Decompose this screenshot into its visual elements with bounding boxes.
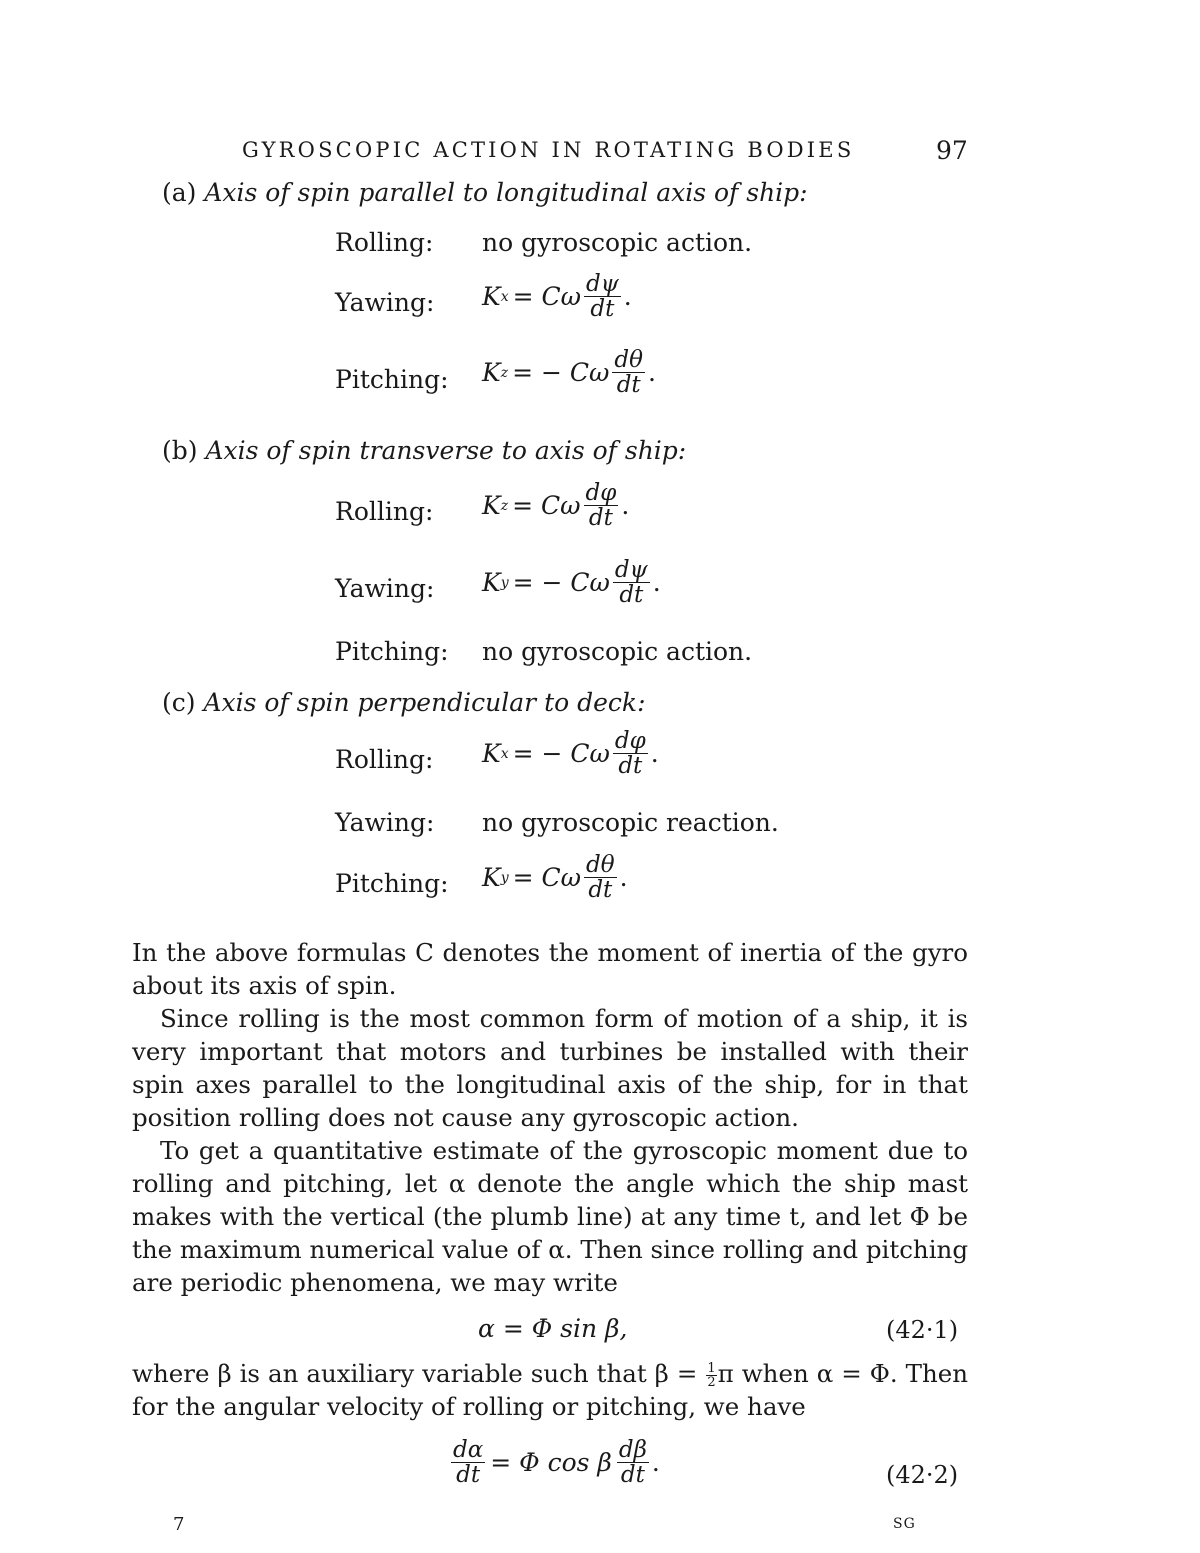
eq-num: dψ	[614, 557, 648, 583]
row-text: no gyroscopic action.	[482, 228, 753, 257]
frac-num: 1	[707, 1361, 716, 1376]
eq-lhs: K	[482, 358, 501, 388]
eq-subscript: y	[500, 869, 509, 886]
eq-den: dt	[616, 372, 641, 399]
case-a-heading	[162, 178, 808, 207]
equation-42-2: $\frac{d\alpha}{dt}$ = Φ cos β $\frac{d\beta}{dt}$ .	[453, 1437, 660, 1489]
eq-lhs: K	[482, 739, 501, 769]
equation: K z = Cω $\frac{d\varphi}{dt}$ .	[482, 480, 630, 532]
eq-subscript: x	[500, 288, 509, 305]
eq-rel: = − Cω	[512, 739, 610, 769]
case-title: Axis of spin perpendicular to deck:	[203, 688, 646, 717]
body-text	[132, 936, 968, 1299]
equation: K y = − Cω $\frac{d\psi}{dt}$ .	[482, 557, 661, 609]
eq-subscript: x	[500, 745, 509, 762]
page-number: 97	[936, 136, 968, 165]
row-label: Yawing:	[335, 288, 435, 317]
eq-rel: = − Cω	[512, 568, 610, 598]
row-label: Rolling:	[335, 228, 434, 257]
paragraph: In the above formulas C denotes the moment of inertia of the gyro about its axis of spin.	[132, 938, 968, 1000]
row-label: Yawing:	[335, 574, 435, 603]
equation-number: (42·1)	[886, 1316, 959, 1344]
eq-rel: = Cω	[512, 863, 582, 893]
eq-lhs: K	[482, 282, 501, 312]
row-label: Pitching:	[335, 637, 449, 666]
equation-number: (42·2)	[886, 1461, 959, 1489]
eq-lhs: K	[482, 863, 501, 893]
body-text	[132, 1357, 968, 1423]
eq-den: dt	[456, 1462, 481, 1489]
signature-right: SG	[893, 1516, 916, 1532]
eq-den: dt	[620, 1462, 645, 1489]
equation: K x = − Cω $\frac{d\varphi}{dt}$ .	[482, 728, 659, 780]
eq-den: dt	[590, 296, 615, 323]
case-tag: (c)	[162, 688, 196, 717]
equation: K x = Cω $\frac{d\psi}{dt}$ .	[482, 271, 632, 323]
eq-num: dφ	[614, 728, 646, 754]
eq-fraction	[617, 1438, 649, 1487]
eq-subscript: z	[500, 497, 509, 514]
eq-lhs: K	[482, 491, 501, 521]
equation: K z = − Cω $\frac{d\theta}{dt}$ .	[482, 347, 656, 399]
eq-rel: = Cω	[512, 282, 582, 312]
eq-fraction	[584, 853, 617, 902]
eq-mid: = Φ cos β	[490, 1448, 612, 1478]
case-tag: (b)	[162, 436, 198, 465]
half-fraction	[706, 1362, 716, 1389]
case-tag: (a)	[162, 178, 197, 207]
eq-num: dβ	[618, 1437, 647, 1463]
case-c-heading	[162, 688, 646, 717]
eq-subscript: y	[500, 574, 509, 591]
eq-den: dt	[588, 505, 613, 532]
signature-left: 7	[173, 1514, 185, 1535]
row-label: Yawing:	[335, 808, 435, 837]
eq-body: α = Φ sin β,	[478, 1314, 628, 1343]
case-b-heading	[162, 436, 686, 465]
row-text: no gyroscopic action.	[482, 637, 753, 666]
eq-den: dt	[588, 877, 613, 904]
paragraph-part: π when α = Φ. Then for the angular velocity of rolling or pitching, we have	[132, 1359, 968, 1421]
running-title: GYROSCOPIC ACTION IN ROTATING BODIES	[242, 138, 855, 162]
row-label: Pitching:	[335, 365, 449, 394]
eq-den: dt	[618, 753, 643, 780]
row-label: Rolling:	[335, 745, 434, 774]
equation: K y = Cω $\frac{d\theta}{dt}$ .	[482, 852, 628, 904]
eq-rel: = Cω	[512, 491, 581, 521]
eq-num: dφ	[585, 480, 617, 506]
eq-rel: = − Cω	[512, 358, 610, 388]
eq-fraction	[613, 729, 648, 778]
paragraph	[132, 1357, 968, 1423]
eq-lhs: K	[482, 568, 501, 598]
eq-den: dt	[619, 582, 644, 609]
eq-fraction	[584, 272, 621, 321]
row-label: Pitching:	[335, 869, 449, 898]
eq-fraction	[613, 558, 650, 607]
frac-den: 2	[707, 1375, 716, 1390]
eq-fraction	[451, 1438, 485, 1487]
case-title: Axis of spin transverse to axis of ship:	[205, 436, 687, 465]
case-title: Axis of spin parallel to longitudinal axis of ship:	[204, 178, 808, 207]
eq-fraction	[584, 481, 619, 530]
eq-fraction	[612, 348, 645, 397]
eq-num: dψ	[586, 271, 619, 297]
paragraph-part: where β is an auxiliary variable such that β =	[132, 1359, 698, 1388]
row-text: no gyroscopic reaction.	[482, 808, 779, 837]
eq-subscript: z	[500, 364, 509, 381]
paragraph: To get a quantitative estimate of the gyroscopic moment due to rolling and pitching, let α denote the angle which the ship mast makes with the vertical (the plumb line) at any time t, and let Φ be the maximum numerical value of α. Then since rolling and pitching are periodic phenomena, we may write	[132, 1136, 968, 1297]
eq-num: dα	[453, 1437, 484, 1463]
equation-42-1	[478, 1314, 627, 1343]
eq-num: dθ	[614, 347, 643, 373]
paragraph: Since rolling is the most common form of motion of a ship, it is very important that motors and turbines be installed with their spin axes parallel to the longitudinal axis of the ship, for in that position rolling does not cause any gyroscopic action.	[132, 1004, 968, 1132]
row-label: Rolling:	[335, 497, 434, 526]
eq-num: dθ	[586, 852, 615, 878]
